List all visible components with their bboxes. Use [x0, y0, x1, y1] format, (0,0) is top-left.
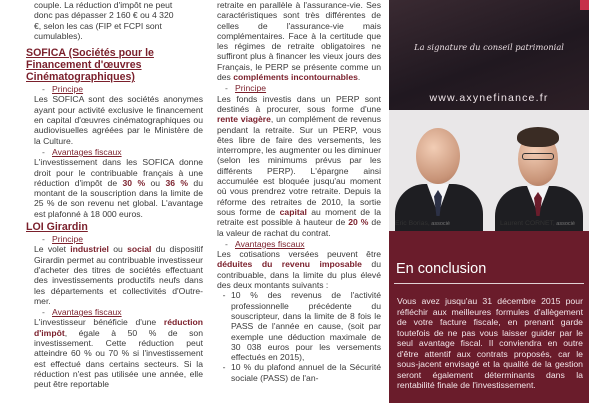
perp-avantages-subheading: - Avantages fiscaux	[225, 238, 305, 249]
sofica-heading: SOFICA (Sociétés pour le Financement d'œuvres Cinématographiques)	[26, 47, 154, 84]
caption-eric-borias: Eric Borias, associé	[395, 220, 450, 227]
person-eric-borias	[389, 110, 489, 231]
column-middle	[209, 0, 381, 403]
caption-laurent-cornet: Laurent CORNET, associé	[500, 220, 575, 227]
conclusion-text: Vous avez jusqu'au 31 décembre 2015 pour réfléchir aux meilleures formules d'allègement de votre facture fiscale, en prenant garde toutefois de ne pas vous laisser guider par le seul avantage fiscal. Il conviendra en outre d'être attentif aux contrats proposés, car le sous-jacent envisagé et la qualité de la gestion seront également déterminants dans la rentabilité finale de l'investissement.	[397, 296, 583, 390]
accent-mark	[580, 0, 589, 10]
website-url[interactable]: www.axynefinance.fr	[429, 92, 549, 104]
sofica-avantages-subheading: - Avantages fiscaux	[42, 146, 122, 157]
girardin-avantages-subheading: - Avantages fiscaux	[42, 307, 122, 318]
list-item: - 10 % des revenus de l'activité professionnelle précédente du souscripteur, dans la limite de 8 fois le PASS de l'année en cause, (soit par exemple une déduction maximale de 30 038 euros pour les versements effectués en 2015),	[222, 290, 381, 363]
girardin-heading: LOI Girardin	[26, 221, 88, 234]
brand-slogan: La signature du conseil patrimonial	[414, 42, 564, 52]
perp-avantages-text: Les cotisations versées peuvent être déduites du revenu imposable du contribuable, dans la limite du plus élevé des deux montants suivants :	[217, 249, 381, 291]
sofica-avantages-text: L'investissement dans les SOFICA donne droit pour le contribuable français à une réduction d'impôt de 30 % ou 36 % du montant de la souscription dans la limite de 25 % de son revenu net global. L'avantage est plafonné à 18 000 euros.	[34, 157, 203, 219]
intro-line: donc pas dépasser 2 160 € ou 4 320	[34, 10, 174, 21]
conclusion-title: En conclusion	[396, 261, 487, 277]
sidebar-panel	[389, 0, 589, 403]
list-item: - 10 % du plafond annuel de la Sécurité sociale (PASS) de l'an-	[222, 362, 381, 383]
intro-line: €, selon les cas (FIP et FCPI sont	[34, 20, 162, 31]
person-laurent-cornet	[489, 110, 589, 231]
partners-photo	[389, 110, 589, 231]
sofica-principe-subheading: - Principe	[42, 84, 84, 95]
girardin-avantages-text: L'investisseur bénéficie d'une réduction d'impôt, égale à 50 % de son investissement. Cette réduction peut atteindre 60 % ou 70 % si l'investissement est effectué dans certains secteurs. Si la réduction n'est pas utilisée une année, elle peut être reportable	[34, 317, 203, 390]
perp-intro-text: retraite en parallèle à l'assurance-vie. Ses caractéristiques sont très différentes de celles de l'assurance-vie mais complémentaires. Face à la certitude que les régimes de retraite obligatoires ne suffiront plus à financer les vieux jours des Français, le PERP se présente comme un des compléments incontournables.	[217, 0, 381, 83]
intro-line: couple. La réduction d'impôt ne peut	[34, 0, 173, 10]
perp-principe-text: Les fonds investis dans un PERP sont destinés à procurer, sous forme d'une rente viagère, un complément de revenus pendant la retraite. Sur un PERP, vous êtes libre de faire des versements, les interrompre, les augmenter ou les diminuer (selon les minimums prévus par les différents PERP). L'épargne ainsi accumulée est bloquée jusqu'au moment où vous prendrez votre retraite. Depuis la réforme des retraites de 2010, la sortie sous forme de capital au moment de la retraite est possible à hauteur de 20 % de la valeur de rachat du contrat.	[217, 93, 381, 238]
intro-line: cumulables).	[34, 30, 83, 41]
column-left	[26, 0, 203, 403]
girardin-principe-subheading: - Principe	[42, 234, 84, 245]
divider	[394, 283, 584, 284]
girardin-principe-text: Le volet industriel ou social du dispositif Girardin permet au contribuable investisseur d'acheter des titres de sociétés effectuant des investissements productifs neufs dans les départements et collectivités d'Outre-mer.	[34, 244, 203, 306]
sofica-principe-text: Les SOFICA sont des sociétés anonymes ayant pour activité exclusive le financement en capital d'œuvres cinématographiques ou audiovisuelles agréées par le Ministère de la Culture.	[34, 94, 203, 146]
perp-principe-subheading: - Principe	[225, 83, 267, 94]
brand-banner	[389, 0, 589, 110]
